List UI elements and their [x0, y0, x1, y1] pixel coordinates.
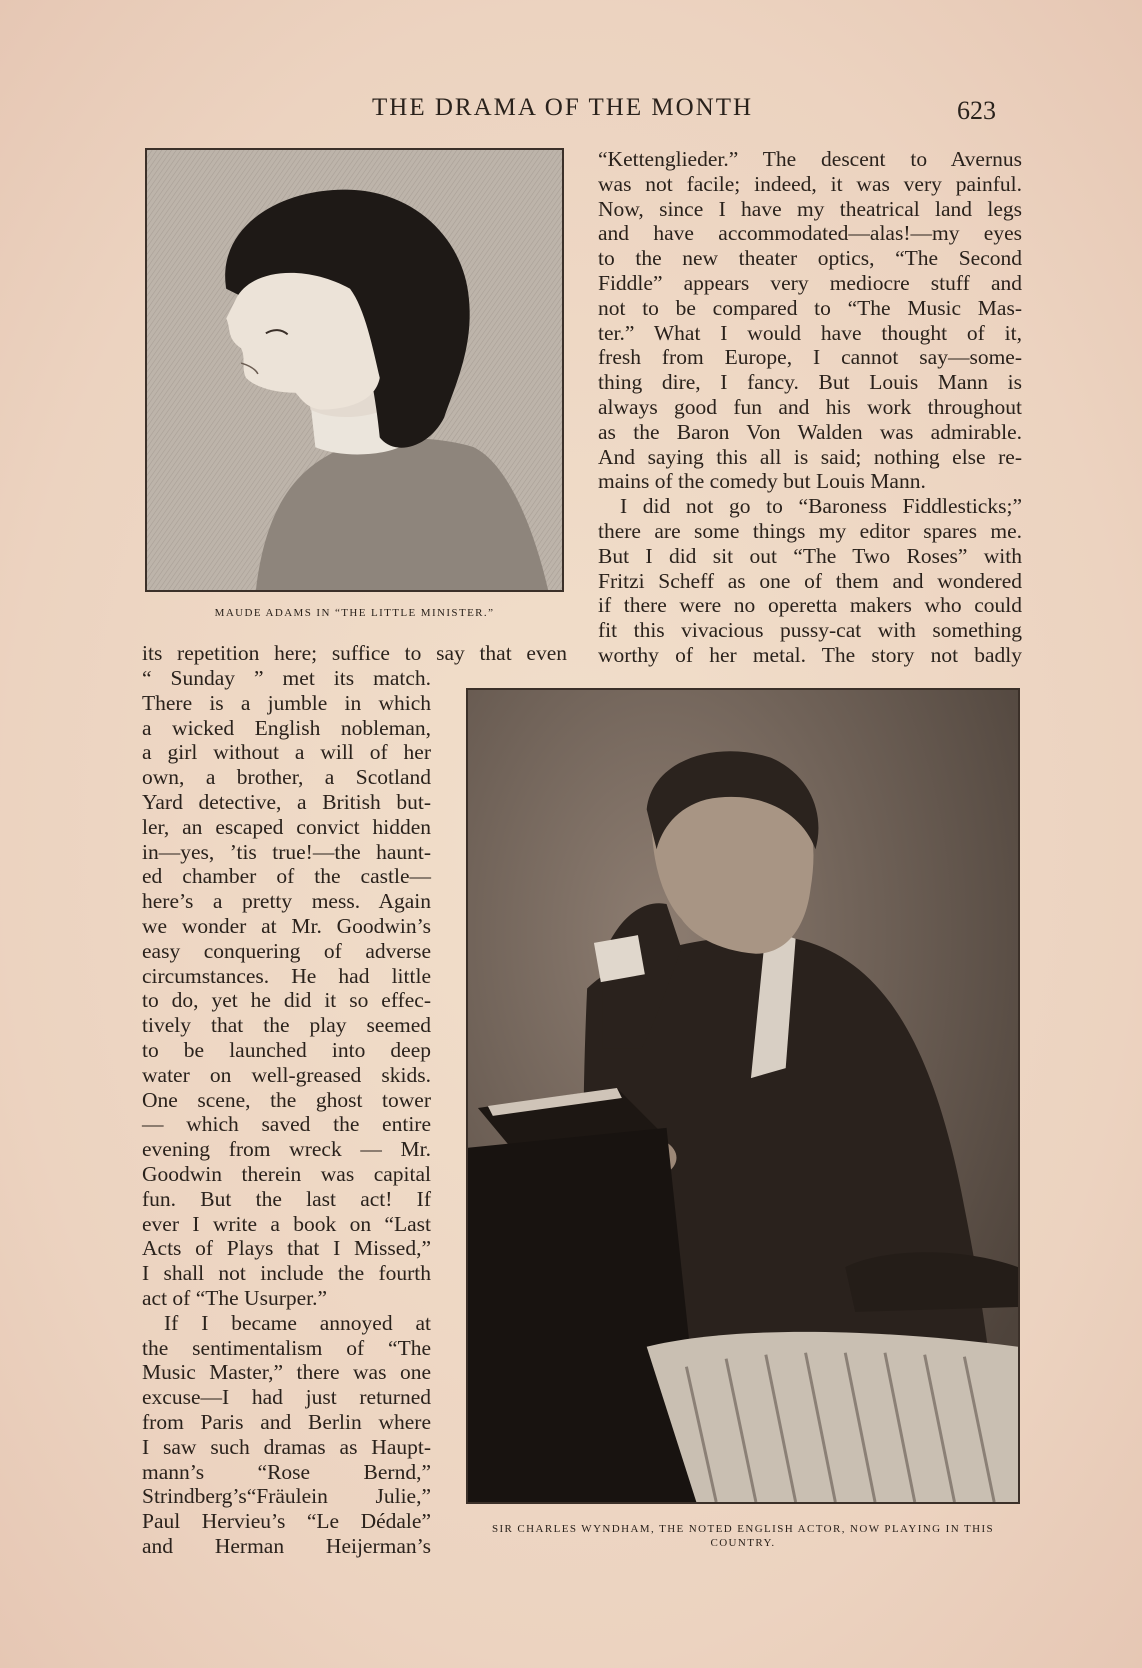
text-line: ed chamber of the castle—: [142, 864, 431, 889]
portrait-sketch-image: [147, 150, 562, 590]
figure-caption-2-line-2: COUNTRY.: [710, 1537, 776, 1549]
text-line: Paul Hervieu’s “Le Dédale”: [142, 1509, 431, 1534]
text-line: Goodwin therein was capital: [142, 1161, 431, 1186]
text-line: Now, since I have my theatrical land legs: [598, 196, 1022, 221]
text-line: Yard detective, a British but-: [142, 789, 431, 814]
text-line: excuse—I had just returned: [142, 1385, 431, 1410]
text-line: Music Master,” there was one: [142, 1360, 431, 1385]
text-line: I did not go to “Baroness Fiddlesticks;”: [620, 494, 1022, 519]
text-line: evening from wreck — Mr.: [142, 1137, 431, 1162]
text-line: from Paris and Berlin where: [142, 1409, 431, 1434]
text-line: to be launched into deep: [142, 1037, 431, 1062]
left-column-text: [142, 666, 431, 1559]
text-line: ever I write a book on “Last: [142, 1211, 431, 1236]
text-line: if there were no operetta makers who could: [598, 593, 1022, 618]
text-line: its repetition here; suffice to say that even: [142, 641, 567, 665]
text-line: mains of the comedy but Louis Mann.: [598, 469, 926, 494]
text-line: fit this vivacious pussy-cat with something: [598, 618, 1022, 643]
text-line: Acts of Plays that I Missed,”: [142, 1236, 431, 1261]
text-line: water on well-greased skids.: [142, 1062, 431, 1087]
text-line: Strindberg’s“Fräulein Julie,”: [142, 1484, 431, 1509]
text-line: was not facile; indeed, it was very painful.: [598, 171, 1022, 196]
figure-caption-2-line-1: SIR CHARLES WYNDHAM, THE NOTED ENGLISH ACTOR, NOW PLAYING IN THIS: [491, 1523, 995, 1535]
text-line: act of “The Usurper.”: [142, 1285, 328, 1310]
text-line: ter.” What I would have thought of it,: [598, 320, 1022, 345]
text-line: to do, yet he did it so effec-: [142, 988, 431, 1013]
text-line: we wonder at Mr. Goodwin’s: [142, 913, 431, 938]
text-line: tively that the play seemed: [142, 1013, 431, 1038]
page-number: 623: [957, 96, 996, 125]
text-line: as the Baron Von Walden was admirable.: [598, 419, 1022, 444]
text-line: here’s a pretty mess. Again: [142, 889, 431, 914]
text-line: always good fun and his work throughout: [598, 394, 1022, 419]
text-line: there are some things my editor spares me.: [598, 518, 1022, 543]
text-line: circumstances. He had little: [142, 963, 431, 988]
text-line: “Kettenglieder.” The descent to Avernus: [598, 147, 1022, 171]
figure-caption-2: [458, 1522, 1028, 1550]
text-line: and Herman Heijerman’s: [142, 1533, 431, 1558]
text-line: easy conquering of adverse: [142, 938, 431, 963]
text-line: a girl without a will of her: [142, 740, 431, 765]
text-line: Fiddle” appears very mediocre stuff and: [598, 270, 1022, 295]
running-title: THE DRAMA OF THE MONTH: [372, 94, 754, 121]
text-line: not to be compared to “The Music Mas-: [598, 295, 1022, 320]
text-line: And saying this all is said; nothing else re-: [598, 444, 1022, 469]
text-line: fun. But the last act! If: [142, 1186, 431, 1211]
text-line: mann’s “Rose Bernd,”: [142, 1459, 431, 1484]
text-line: ler, an escaped convict hidden: [142, 814, 431, 839]
text-line: the sentimentalism of “The: [142, 1335, 431, 1360]
text-line: fresh from Europe, I cannot say—some-: [598, 345, 1022, 370]
text-line: own, a brother, a Scotland: [142, 765, 431, 790]
text-line: and have accommodated—alas!—my eyes: [598, 221, 1022, 246]
figure-caption-1: MAUDE ADAMS IN “THE LITTLE MINISTER.”: [214, 607, 495, 619]
text-line: One scene, the ghost tower: [142, 1087, 431, 1112]
photograph-image: [468, 690, 1018, 1502]
text-line: I shall not include the fourth: [142, 1261, 431, 1286]
text-line: Fritzi Scheff as one of them and wondered: [598, 568, 1022, 593]
middle-text-line: [142, 641, 567, 666]
text-line: I saw such dramas as Haupt-: [142, 1434, 431, 1459]
text-line: “ Sunday ” met its match.: [142, 666, 431, 690]
text-line: If I became annoyed at: [164, 1310, 431, 1335]
photograph-charles-wyndham: [466, 688, 1020, 1504]
text-line: to the new theater optics, “The Second: [598, 246, 1022, 271]
portrait-illustration-maude-adams: [145, 148, 564, 592]
text-line: worthy of her metal. The story not badly: [598, 642, 1022, 667]
right-column-text: [598, 147, 1022, 668]
text-line: in—yes, ’tis true!—the haunt-: [142, 839, 431, 864]
text-line: But I did sit out “The Two Roses” with: [598, 543, 1022, 568]
text-line: — which saved the entire: [142, 1112, 431, 1137]
text-line: thing dire, I fancy. But Louis Mann is: [598, 370, 1022, 395]
text-line: There is a jumble in which: [142, 690, 431, 715]
text-line: a wicked English nobleman,: [142, 715, 431, 740]
